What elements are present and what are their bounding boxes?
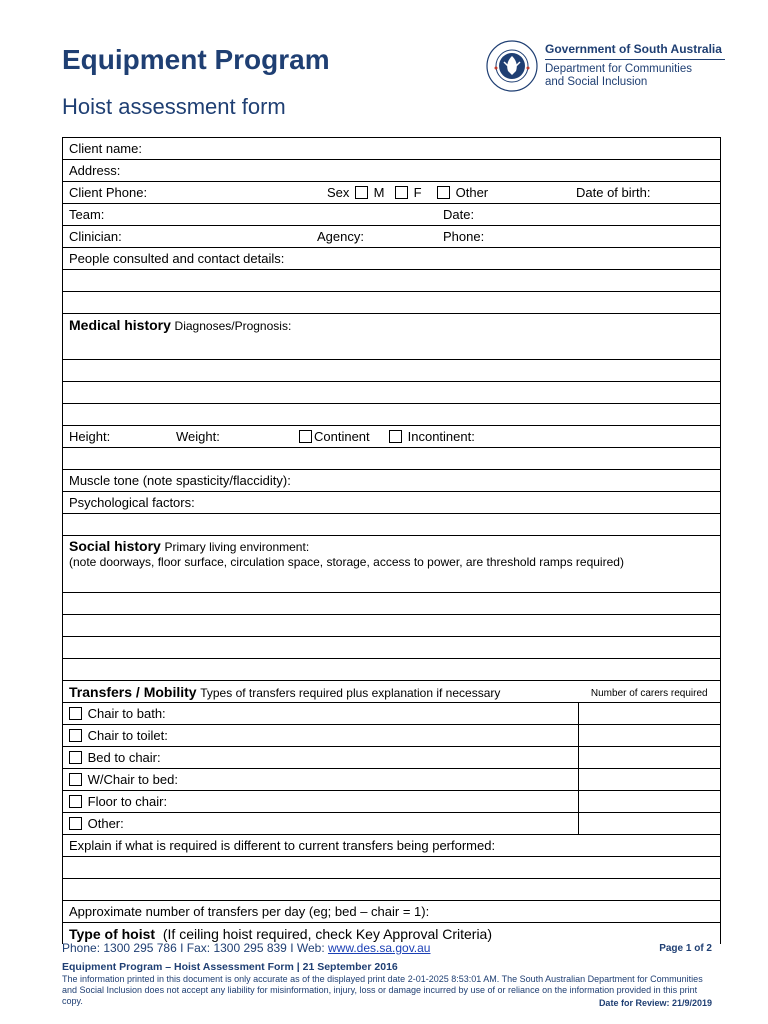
carers-count-cell[interactable] (579, 747, 721, 769)
continent-checkbox[interactable] (299, 430, 312, 443)
sex-other-checkbox[interactable] (437, 186, 450, 199)
blank-row[interactable] (63, 270, 721, 292)
carers-count-cell[interactable] (579, 791, 721, 813)
address-field[interactable] (63, 160, 721, 182)
carers-heading-cell (579, 681, 721, 703)
agency-label: Agency: (317, 229, 364, 244)
chair-to-bath-checkbox[interactable] (69, 707, 82, 720)
sex-f-label: F (413, 185, 422, 200)
date-of-birth-label: Date of birth: (576, 185, 651, 200)
blank-row[interactable] (63, 292, 721, 314)
explain-label: Explain if what is required is different to current transfers being performed: (69, 838, 496, 853)
transfers-heading: Transfers / Mobility (69, 683, 197, 700)
transfer-label: Floor to chair: (87, 794, 168, 809)
sex-m-checkbox[interactable] (355, 186, 368, 199)
footer-web-link[interactable]: www.des.sa.gov.au (327, 941, 431, 955)
continent-label: Continent (314, 429, 370, 444)
footer-disclaimer: The information printed in this document is only accurate as of the displayed print date 2-01-2025 8:53:01 AM. The South Australian Department for Communities and Social Inclusion does not accept any liability for misinformation, injury, loss or damage incurred by use of or reliance on the information provided in this print copy. (62, 974, 703, 1006)
approx-transfers-label: Approximate number of transfers per day (eg; bed – chair = 1): (69, 904, 430, 919)
transfer-label: Bed to chair: (87, 750, 161, 765)
bed-to-chair-checkbox[interactable] (69, 751, 82, 764)
muscle-tone-field[interactable] (63, 470, 721, 492)
transfers-description: Types of transfers required plus explanation if necessary (200, 685, 501, 700)
medical-history-field[interactable] (63, 314, 721, 360)
social-history-heading: Social history (69, 538, 161, 554)
blank-row[interactable] (63, 514, 721, 536)
diagnoses-label: Diagnoses/Prognosis: (174, 319, 292, 333)
muscle-tone-label: Muscle tone (note spasticity/flaccidity): (69, 473, 291, 488)
continent-option[interactable] (299, 429, 370, 444)
sex-other-option[interactable] (437, 185, 488, 200)
blank-row[interactable] (63, 637, 721, 659)
carers-count-cell[interactable] (579, 725, 721, 747)
footer-contact (62, 941, 720, 955)
phone-label: Phone: (443, 229, 485, 244)
client-name-label: Client name: (69, 141, 142, 156)
footer-document-title: Equipment Program – Hoist Assessment Form | 21 September 2016 (62, 961, 398, 973)
page-title: Equipment Program (62, 44, 330, 75)
incontinent-label: Incontinent: (407, 429, 475, 444)
blank-row[interactable] (63, 615, 721, 637)
other-transfer-checkbox[interactable] (69, 817, 82, 830)
transfer-chair-to-bath[interactable] (63, 703, 579, 725)
transfer-label: W/Chair to bed: (87, 772, 178, 787)
social-history-field[interactable] (63, 536, 721, 593)
height-label: Height: (69, 429, 111, 444)
height-weight-row (63, 426, 721, 448)
psychological-factors-label: Psychological factors: (69, 495, 195, 510)
team-date-row[interactable] (63, 204, 721, 226)
footer-contact-text: Phone: 1300 295 786 I Fax: 1300 295 839 I Web: (62, 941, 328, 955)
carers-count-cell[interactable] (579, 769, 721, 791)
blank-row[interactable] (63, 404, 721, 426)
transfer-label: Other: (87, 816, 124, 831)
address-label: Address: (69, 163, 121, 178)
floor-to-chair-checkbox[interactable] (69, 795, 82, 808)
assessment-form-table (62, 137, 721, 944)
clinician-row[interactable] (63, 226, 721, 248)
transfer-wchair-to-bed[interactable] (63, 769, 579, 791)
incontinent-checkbox[interactable] (389, 430, 402, 443)
blank-row[interactable] (63, 593, 721, 615)
type-of-hoist-heading: Type of hoist (69, 925, 156, 942)
social-history-note: (note doorways, floor surface, circulation space, storage, access to power, are threshold ramps required) (69, 555, 624, 569)
government-branding (545, 42, 725, 89)
transfer-chair-to-toilet[interactable] (63, 725, 579, 747)
weight-label: Weight: (176, 429, 220, 444)
sex-label: Sex (327, 185, 350, 200)
type-of-hoist-note: (If ceiling hoist required, check Key Approval Criteria) (162, 925, 493, 942)
transfer-floor-to-chair[interactable] (63, 791, 579, 813)
blank-row[interactable] (63, 448, 721, 470)
wchair-to-bed-checkbox[interactable] (69, 773, 82, 786)
sex-m-label: M (373, 185, 385, 200)
incontinent-option[interactable] (389, 429, 475, 444)
page-number: Page 1 of 2 (659, 943, 712, 954)
client-phone-label: Client Phone: (69, 185, 148, 200)
transfer-label: Chair to bath: (87, 706, 166, 721)
transfers-heading-cell (63, 681, 579, 703)
blank-row[interactable] (63, 659, 721, 681)
sex-f-checkbox[interactable] (395, 186, 408, 199)
review-date: Date for Review: 21/9/2019 (598, 998, 712, 1008)
department-line-2: and Social Inclusion (545, 76, 648, 88)
psychological-factors-field[interactable] (63, 492, 721, 514)
medical-history-heading: Medical history (69, 317, 171, 333)
sex-other-label: Other (455, 185, 489, 200)
people-consulted-field[interactable] (63, 248, 721, 270)
date-label: Date: (443, 207, 475, 222)
form-subtitle: Hoist assessment form (62, 94, 286, 119)
transfer-other[interactable] (63, 813, 579, 835)
primary-living-label: Primary living environment: (164, 540, 310, 554)
chair-to-toilet-checkbox[interactable] (69, 729, 82, 742)
department-line-1: Department for Communities (545, 63, 692, 75)
carers-count-cell[interactable] (579, 703, 721, 725)
people-consulted-label: People consulted and contact details: (69, 251, 285, 266)
carers-count-cell[interactable] (579, 813, 721, 835)
client-name-field[interactable] (63, 138, 721, 160)
blank-row[interactable] (63, 879, 721, 901)
sex-m-option[interactable] (355, 185, 384, 200)
blank-row[interactable] (63, 382, 721, 404)
transfer-label: Chair to toilet: (87, 728, 168, 743)
government-name: Government of South Australia (545, 42, 725, 60)
explain-field[interactable] (63, 835, 721, 857)
blank-row[interactable] (63, 360, 721, 382)
transfer-bed-to-chair[interactable] (63, 747, 579, 769)
carers-required-label: Number of carers required (590, 688, 708, 699)
sex-f-option[interactable] (395, 185, 422, 200)
phone-sex-dob-row (63, 182, 721, 204)
team-label: Team: (69, 207, 105, 222)
clinician-label: Clinician: (69, 229, 122, 244)
blank-row[interactable] (63, 857, 721, 879)
sa-government-logo-icon (486, 40, 538, 92)
approx-transfers-field[interactable] (63, 901, 721, 923)
